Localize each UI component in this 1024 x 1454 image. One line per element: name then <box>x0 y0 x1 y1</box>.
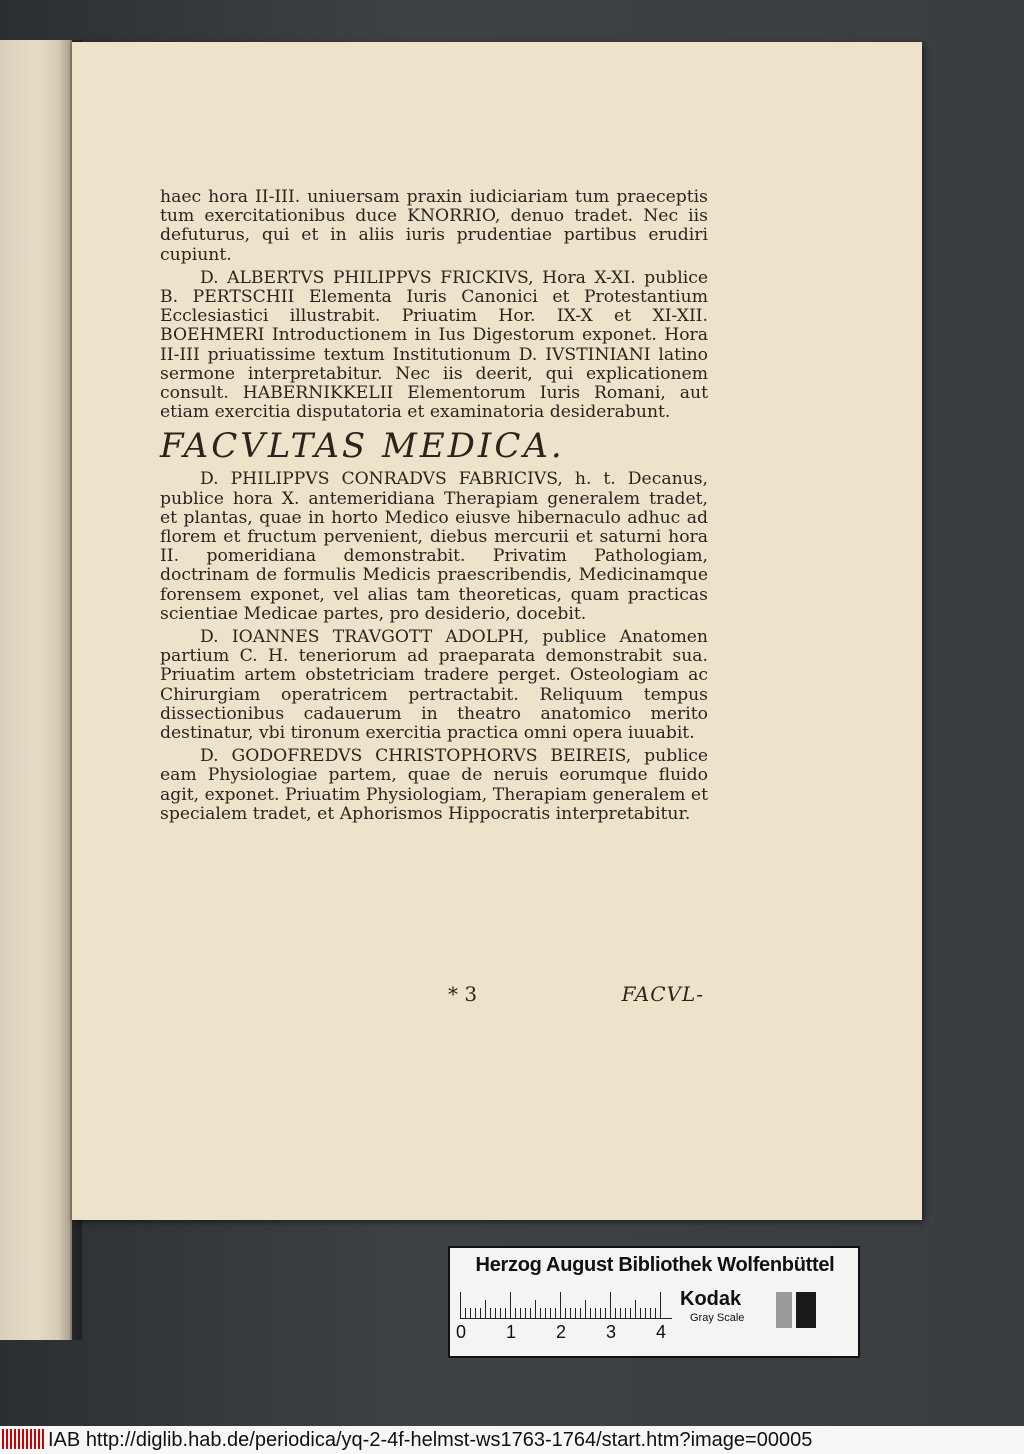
ruler-tick <box>480 1308 481 1318</box>
ruler-tick <box>505 1308 506 1318</box>
ruler-tick <box>660 1292 661 1318</box>
section-heading-medica: FACVLTAS MEDICA. <box>160 426 565 467</box>
ruler-tick <box>525 1308 526 1318</box>
ruler-tick <box>590 1308 591 1318</box>
ruler-tick <box>550 1308 551 1318</box>
ruler-tick <box>615 1308 616 1318</box>
ruler-number: 3 <box>606 1322 617 1342</box>
signature-mark: * 3 <box>448 982 478 1006</box>
ruler-number: 0 <box>456 1322 467 1342</box>
source-url-bar <box>0 1426 1024 1454</box>
ruler-number: 1 <box>506 1322 517 1342</box>
url-prefix: IAB <box>48 1429 81 1451</box>
color-calibration-card <box>448 1246 860 1358</box>
ruler-tick <box>635 1300 636 1318</box>
ruler-tick <box>495 1308 496 1318</box>
ruler-number: 4 <box>656 1322 667 1342</box>
ruler-tick <box>605 1308 606 1318</box>
catchword: FACVL- <box>621 982 704 1006</box>
ruler-tick <box>560 1292 561 1318</box>
ruler-tick <box>500 1308 501 1318</box>
black-patch <box>796 1292 816 1328</box>
ruler-tick <box>565 1308 566 1318</box>
paragraph-body: publice Anatomen partium C. H. teneriorum ad praeparata demonstrabit sua. Priuatim artem obstetriciam tradere perget. Osteologiam ac Chirurgiam operatricem pertractabit. Reliquum tempus dissectionibus cadauerum in theatro anatomico merito destinatur, vbi tironum exercitia practica omni opera iuuabit. <box>160 627 709 744</box>
paragraph-beireis <box>160 747 708 824</box>
ruler-number: 2 <box>556 1322 567 1342</box>
library-name: Herzog August Bibliothek Wolfenbüttel <box>475 1254 835 1276</box>
ruler-tick <box>475 1308 476 1318</box>
paragraph-fabricius <box>160 470 708 624</box>
paragraph-law-continued: haec hora II-III. uniuersam praxin iudiciariam tum praeceptis tum exercitationibus duce KNORRIO, denuo tradet. Nec iis defuturus, qui et in aliis iuris prudentiae partibus erudiri cupiunt. <box>160 187 708 265</box>
ruler-tick <box>470 1308 471 1318</box>
ruler-tick <box>575 1308 576 1318</box>
ruler-tick <box>595 1308 596 1318</box>
ruler-tick <box>650 1308 651 1318</box>
ruler-tick <box>640 1308 641 1318</box>
ruler-tick <box>515 1308 516 1318</box>
gray-patch <box>776 1292 792 1328</box>
page-footer <box>160 982 708 1006</box>
ruler-tick <box>490 1308 491 1318</box>
ruler-tick <box>460 1292 461 1318</box>
page-text <box>160 188 708 828</box>
kodak-logo: Kodak <box>680 1288 742 1310</box>
source-url[interactable]: http://diglib.hab.de/periodica/yq-2-4f-helmst-ws1763-1764/start.htm?image=00005 <box>85 1429 813 1451</box>
ruler-tick <box>555 1308 556 1318</box>
ruler-tick <box>510 1292 511 1318</box>
ruler-tick <box>570 1308 571 1318</box>
professor-name: D. IOANNES TRAVGOTT ADOLPH, <box>200 627 530 648</box>
professor-name: D. GODOFREDVS CHRISTOPHORVS BEIREIS, <box>200 746 632 767</box>
ruler-tick <box>485 1300 486 1318</box>
ruler-tick <box>530 1308 531 1318</box>
ruler-tick <box>540 1308 541 1318</box>
ruler-tick <box>655 1308 656 1318</box>
ruler-tick <box>585 1300 586 1318</box>
ruler-tick <box>465 1308 466 1318</box>
paragraph-body: Hora X-XI. publice B. PERTSCHII Elementa Iuris Canonici et Protestantium Ecclesiastici illustrabit. Priuatim Hor. IX-X et XI-XII. BOEHMERI Introductionem in Ius Digestorum exponet. Hora II-III priuatissime textum Institutionum D. IVSTINIANI latino sermone interpretabitur. Nec iis deerit, qui explicationem consult. HABERNIKKELII Elementorum Iuris Romani, aut etiam exercitia disputatoria et examinatoria desiderabunt. <box>160 267 708 423</box>
hab-logo-icon <box>2 1429 46 1449</box>
ruler-tick <box>535 1300 536 1318</box>
ruler-tick <box>630 1308 631 1318</box>
professor-name: D. PHILIPPVS CONRADVS FABRICIVS, <box>200 469 563 490</box>
ruler-tick <box>610 1292 611 1318</box>
gray-scale-label: Gray Scale <box>690 1312 745 1324</box>
paragraph-frickius <box>160 269 708 423</box>
ruler-tick <box>600 1308 601 1318</box>
paragraph-body: h. t. Decanus, publice hora X. antemeridiana Therapiam generalem tradet, et plantas, quae in horto Medico eiusve hibernaculo adhuc ad florem et fructum pervenient, diebus mercurii et saturni hora II. pomeridiana demonstrabit. Privatim Pathologiam, doctrinam de formulis Medicis praescribendis, Medicinamque forensem exponet, vel alias tam theoreticas, quam practicas scientiae Medicae partes, pro desiderio, docebit. <box>160 469 708 624</box>
paragraph-body: publice eam Physiologiae partem, quae de neruis eorumque fluido agit, exponet. Priuatim Physiologiam, Therapiam generalem et specialem tradet, et Aphorismos Hippocratis interpretabitur. <box>160 746 708 824</box>
ruler-tick <box>620 1308 621 1318</box>
paragraph-adolph <box>160 628 708 743</box>
ruler-tick <box>580 1308 581 1318</box>
ruler-tick <box>625 1308 626 1318</box>
ruler-tick <box>520 1308 521 1318</box>
ruler-tick <box>645 1308 646 1318</box>
ruler-tick <box>545 1308 546 1318</box>
professor-name: D. ALBERTVS PHILIPPVS FRICKIVS, <box>200 267 534 288</box>
scale-ruler <box>460 1290 672 1319</box>
